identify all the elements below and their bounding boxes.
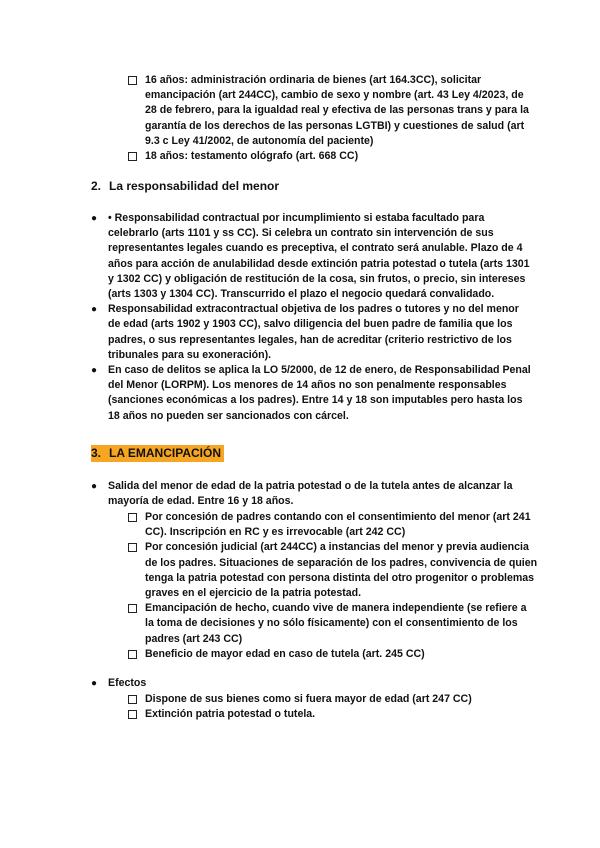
- checklist-item: Emancipación de hecho, cuando vive de manera independiente (se refiere a la toma de decisiones y no sólo físicamente) con el consentimiento de los padres (art 243 CC): [128, 601, 538, 647]
- bullet-icon: ●: [91, 365, 98, 377]
- checklist-item: Por concesión judicial (art 244CC) a instancias del menor y previa audiencia de los padres. Situaciones de separación de los padres, convivencia de quien tenga la patria potestad con persona distinta del otro progenitor o problemas graves en el ejercicio de la patria potestad.: [128, 540, 538, 601]
- bullet-icon: ●: [91, 213, 98, 224]
- checkbox-icon: [128, 513, 137, 522]
- checkbox-icon: [128, 604, 137, 613]
- list-item: ● Efectos: [91, 676, 531, 691]
- age-checklist: [128, 73, 538, 164]
- list-item: ● Salida del menor de edad de la patria potestad o de la tutela antes de alcanzar la mayoría de edad. Entre 16 y 18 años.: [91, 480, 513, 508]
- highlighted-heading: 3. LA EMANCIPACIÓN: [91, 445, 224, 462]
- checkbox-icon: [128, 152, 137, 161]
- checkbox-icon: [128, 543, 137, 552]
- checklist-item: Por concesión de padres contando con el consentimiento del menor (art 241 CC). Inscripción en RC y es irrevocable (art 242 CC): [128, 510, 538, 540]
- effects-checklist: [128, 692, 538, 722]
- checkbox-icon: [128, 695, 137, 704]
- emancipation-types-checklist: [128, 510, 538, 662]
- section-heading-2: 2. La responsabilidad del menor: [91, 179, 280, 193]
- section-heading-3: [91, 446, 224, 460]
- checklist-item: 16 años: administración ordinaria de bienes (art 164.3CC), solicitar emancipación (art 244CC), cambio de sexo y nombre (art. 43 Ley 4/2023, de 28 de febrero, para la igualdad real y efectiva de las personas trans y para la garantía de los derechos de las personas LGTBI) y cuestiones de salud (art 9.3 c Ley 41/2002, de autonomía del paciente): [128, 73, 538, 149]
- list-item: ● En caso de delitos se aplica la LO 5/2000, de 12 de enero, de Responsabilidad Penal del Menor (LORPM). Los menores de 14 años no son penalmente responsables (sanciones económicas a los padres). Entre 14 y 18 son imputables pero hasta los 18 años no pueden ser sancionados con cárcel.: [91, 364, 531, 422]
- checklist-item: 18 años: testamento ológrafo (art. 668 CC): [128, 149, 538, 164]
- checkbox-icon: [128, 710, 137, 719]
- effects-section: [91, 676, 531, 691]
- responsibility-list: [91, 211, 531, 424]
- checklist-item: Extinción patria potestad o tutela.: [128, 707, 538, 722]
- emancipation-definition: [91, 479, 531, 509]
- list-item: ● • Responsabilidad contractual por incumplimiento si estaba facultado para celebrarlo (arts 1101 y ss CC). Si celebra un contrato sin intervención de sus representantes legales cuando es preceptiva, el contrato será anulable. Plazo de 4 años para acción de anulabilidad desde extinción patria potestad o tutela (arts 1301 y 1302 CC) y obligación de restitución de la cosa, sin frutos, o precio, sin intereses (arts 1303 y 1304 CC). Transcurrido el plazo el negocio quedará convalidado.: [91, 212, 530, 301]
- checkbox-icon: [128, 650, 137, 659]
- checkbox-icon: [128, 76, 137, 85]
- bullet-icon: ●: [91, 304, 98, 316]
- bullet-icon: ●: [91, 678, 98, 689]
- checklist-item: Dispone de sus bienes como si fuera mayor de edad (art 247 CC): [128, 692, 538, 707]
- bullet-icon: ●: [91, 481, 98, 492]
- checklist-item: Beneficio de mayor edad en caso de tutela (art. 245 CC): [128, 647, 538, 662]
- list-item: ● Responsabilidad extracontractual objetiva de los padres o tutores y no del menor de edad (arts 1902 y 1903 CC), salvo diligencia del buen padre de familia que los padres, o sus representantes legales, han de acreditar (criterio restrictivo de los tribunales para su exoneración).: [91, 303, 519, 361]
